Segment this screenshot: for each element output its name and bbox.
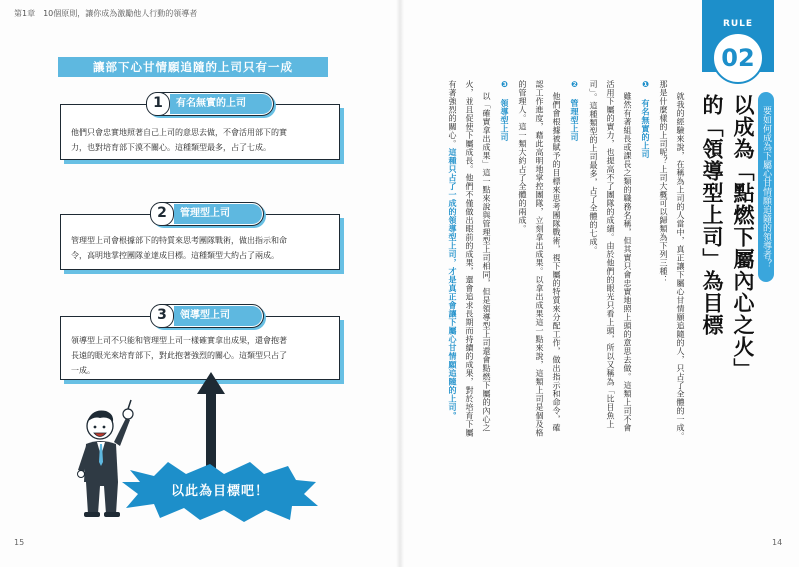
title-line-2: 的「領導型上司」為目標: [700, 94, 724, 336]
chapter-header: 第1章 10個原則，讓你成為激勵他人行動的領導者: [14, 9, 198, 18]
type-1-line-1: 他們只會忠實地照著自己上司的意思去做，不會活用部下的實: [71, 128, 287, 137]
body-column-12: 以「確實拿出成果」這一點來說與管理型上司相同，但是領導型上司還會點燃下屬的內心之: [482, 92, 491, 432]
body-column-14: 有著強烈的關心。這種只占了一成的領導型上司，才是真正會讓下屬心甘情願追隨的上司。: [448, 80, 457, 420]
body-column-10: 的管理人。這一類大約占了全體的兩成。: [518, 80, 527, 233]
type-3-number: 3: [150, 304, 174, 328]
type-3-label: 領導型上司: [174, 306, 262, 326]
type-pill-1: [146, 92, 274, 116]
type-1-number: 1: [146, 92, 170, 116]
subtitle-question: 要如何成為下屬心甘情願追隨的領導者？: [758, 92, 774, 282]
right-page-number: 14: [772, 538, 783, 547]
type-2-label: 管理型上司: [174, 204, 262, 224]
body-column-4: 雖然有著組長或課長之類的職務名稱，但其實只會忠實地照上頭的意思去做。這類上司不會: [623, 92, 632, 432]
type-pill-3: [150, 304, 264, 328]
diagram-banner: 讓部下心甘情願追隨的上司只有一成: [58, 57, 328, 77]
body-column-1: 就我的經驗來說，在稱為上司的人當中，真正讓下屬心甘情願追隨的人，只占了全體的一成。: [676, 92, 685, 441]
body-column-13: 火，並且促使下屬成長。他們不僅做出眼前的成果，還會追求長期而持續的成果，對於培育下屬: [465, 80, 474, 437]
body-column-5: 活用下屬的實力，也提高不了團隊的成績。由於他們的眼光只看上頭，所以又稱為「比目魚上: [606, 80, 615, 429]
type-3-line-3: 一成。: [71, 366, 95, 375]
type-1-label: 有名無實的上司: [170, 94, 272, 114]
rule-number: 02: [712, 32, 764, 84]
body-column-9: 認工作進度，藉此高明地掌控團隊，立刻拿出成果。以拿出成果這一點來說，這類上司是個及格: [535, 80, 544, 437]
type-1-line-2: 力，也對培育部下漠不關心。這種類型最多，占了七成。: [71, 143, 271, 152]
body-heading-type-2: ❷ 管理型上司: [570, 80, 579, 142]
up-arrow-head: [197, 372, 225, 394]
body-column-2: 那是什麼樣的上司呢？上司大概可以歸類為下列三種：: [659, 80, 668, 284]
type-2-number: 2: [150, 202, 174, 226]
type-pill-2: [150, 202, 264, 226]
type-3-line-1: 領導型上司不只能和管理型上司一樣確實拿出成果，還會抱著: [71, 336, 287, 345]
title-line-1: 以成為「點燃下屬內心之火」: [731, 94, 755, 380]
body-heading-type-1: ❶ 有名無實的上司: [641, 80, 650, 159]
body-column-6: 司」。這種類型的上司最多，占了全體的七成。: [589, 80, 598, 255]
left-page-number: 15: [14, 538, 25, 547]
type-3-line-2: 長遠的眼光來培育部下，對此抱著強烈的關心。這類型只占了: [71, 351, 287, 360]
body-heading-type-3: ❸ 領導型上司: [500, 80, 509, 142]
rule-label: RULE: [722, 19, 754, 29]
body-column-8: 他們會根據被賦予的目標來思考團隊戰術，視下屬的特質來分配工作，做出指示和命令，確: [552, 92, 561, 432]
type-2-line-1: 管理型上司會根據部下的特質來思考團隊戰術，做出指示和命: [71, 236, 287, 245]
book-gutter: [396, 0, 404, 567]
type-2-line-2: 令，高明地掌控團隊並達成目標。這種類型大約占了兩成。: [71, 251, 279, 260]
goal-callout-text: 以此為目標吧！: [170, 484, 269, 499]
